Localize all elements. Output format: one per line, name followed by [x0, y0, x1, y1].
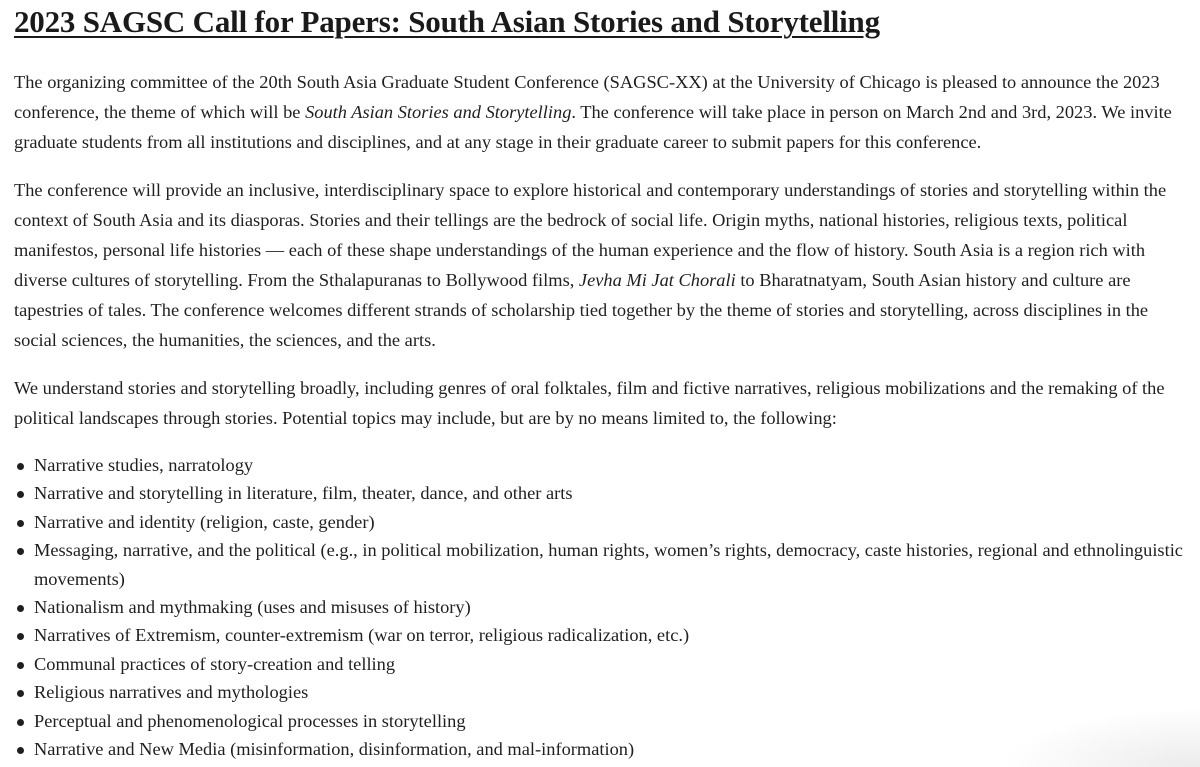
- list-item: Narrative and New Media (misinformation, disinformation, and mal-information): [14, 735, 1190, 763]
- intro-text-start: The organizing committee of the 20th South Asia Graduate Student Conference (SAGSC-XX) at the University of Chicago is pleased to announce the 2023 conference, the theme of which will be: [14, 72, 1160, 122]
- description-paragraph: [14, 175, 1190, 355]
- topics-list: [14, 451, 1190, 763]
- list-item: Narrative studies, narratology: [14, 451, 1190, 479]
- article: [14, 0, 1190, 763]
- list-item: Narratives of Extremism, counter-extremism (war on terror, religious radicalization, etc.): [14, 621, 1190, 649]
- intro-text-end: . The conference will take place in person on March 2nd and 3rd, 2023. We invite graduate students from all institutions and disciplines, and at any stage in their graduate career to submit papers for this conference.: [14, 102, 1172, 152]
- page-title: 2023 SAGSC Call for Papers: South Asian Stories and Storytelling: [14, 4, 880, 39]
- conference-theme: South Asian Stories and Storytelling: [305, 102, 572, 122]
- list-item: Nationalism and mythmaking (uses and misuses of history): [14, 593, 1190, 621]
- intro-paragraph: [14, 67, 1190, 157]
- list-item: Perceptual and phenomenological processes in storytelling: [14, 707, 1190, 735]
- description-text-end: to Bharatnatyam, South Asian history and culture are tapestries of tales. The conference welcomes different strands of scholarship tied together by the theme of stories and storytelling, across disciplines in the social sciences, the humanities, the sciences, and the arts.: [14, 270, 1149, 350]
- list-item: Religious narratives and mythologies: [14, 678, 1190, 706]
- description-text-start: The conference will provide an inclusive, interdisciplinary space to explore historical and contemporary understandings of stories and storytelling within the context of South Asia and its diasporas. Stories and their tellings are the bedrock of social life. Origin myths, national histories, religious texts, political manifestos, personal life histories — each of these shape understandings of the human experience and the flow of history. South Asia is a region rich with diverse cultures of storytelling. From the Sthalapuranas to Bollywood films,: [14, 180, 1167, 290]
- list-item: Narrative and storytelling in literature, film, theater, dance, and other arts: [14, 479, 1190, 507]
- list-item: Communal practices of story-creation and telling: [14, 650, 1190, 678]
- list-item: Messaging, narrative, and the political (e.g., in political mobilization, human rights, women’s rights, democracy, caste histories, regional and ethnolinguistic movements): [14, 536, 1190, 593]
- scope-paragraph: We understand stories and storytelling broadly, including genres of oral folktales, film and fictive narratives, religious mobilizations and the remaking of the political landscapes through stories. Potential topics may include, but are by no means limited to, the following:: [14, 378, 1165, 428]
- film-title: Jevha Mi Jat Chorali: [578, 270, 736, 290]
- list-item: Narrative and identity (religion, caste, gender): [14, 508, 1190, 536]
